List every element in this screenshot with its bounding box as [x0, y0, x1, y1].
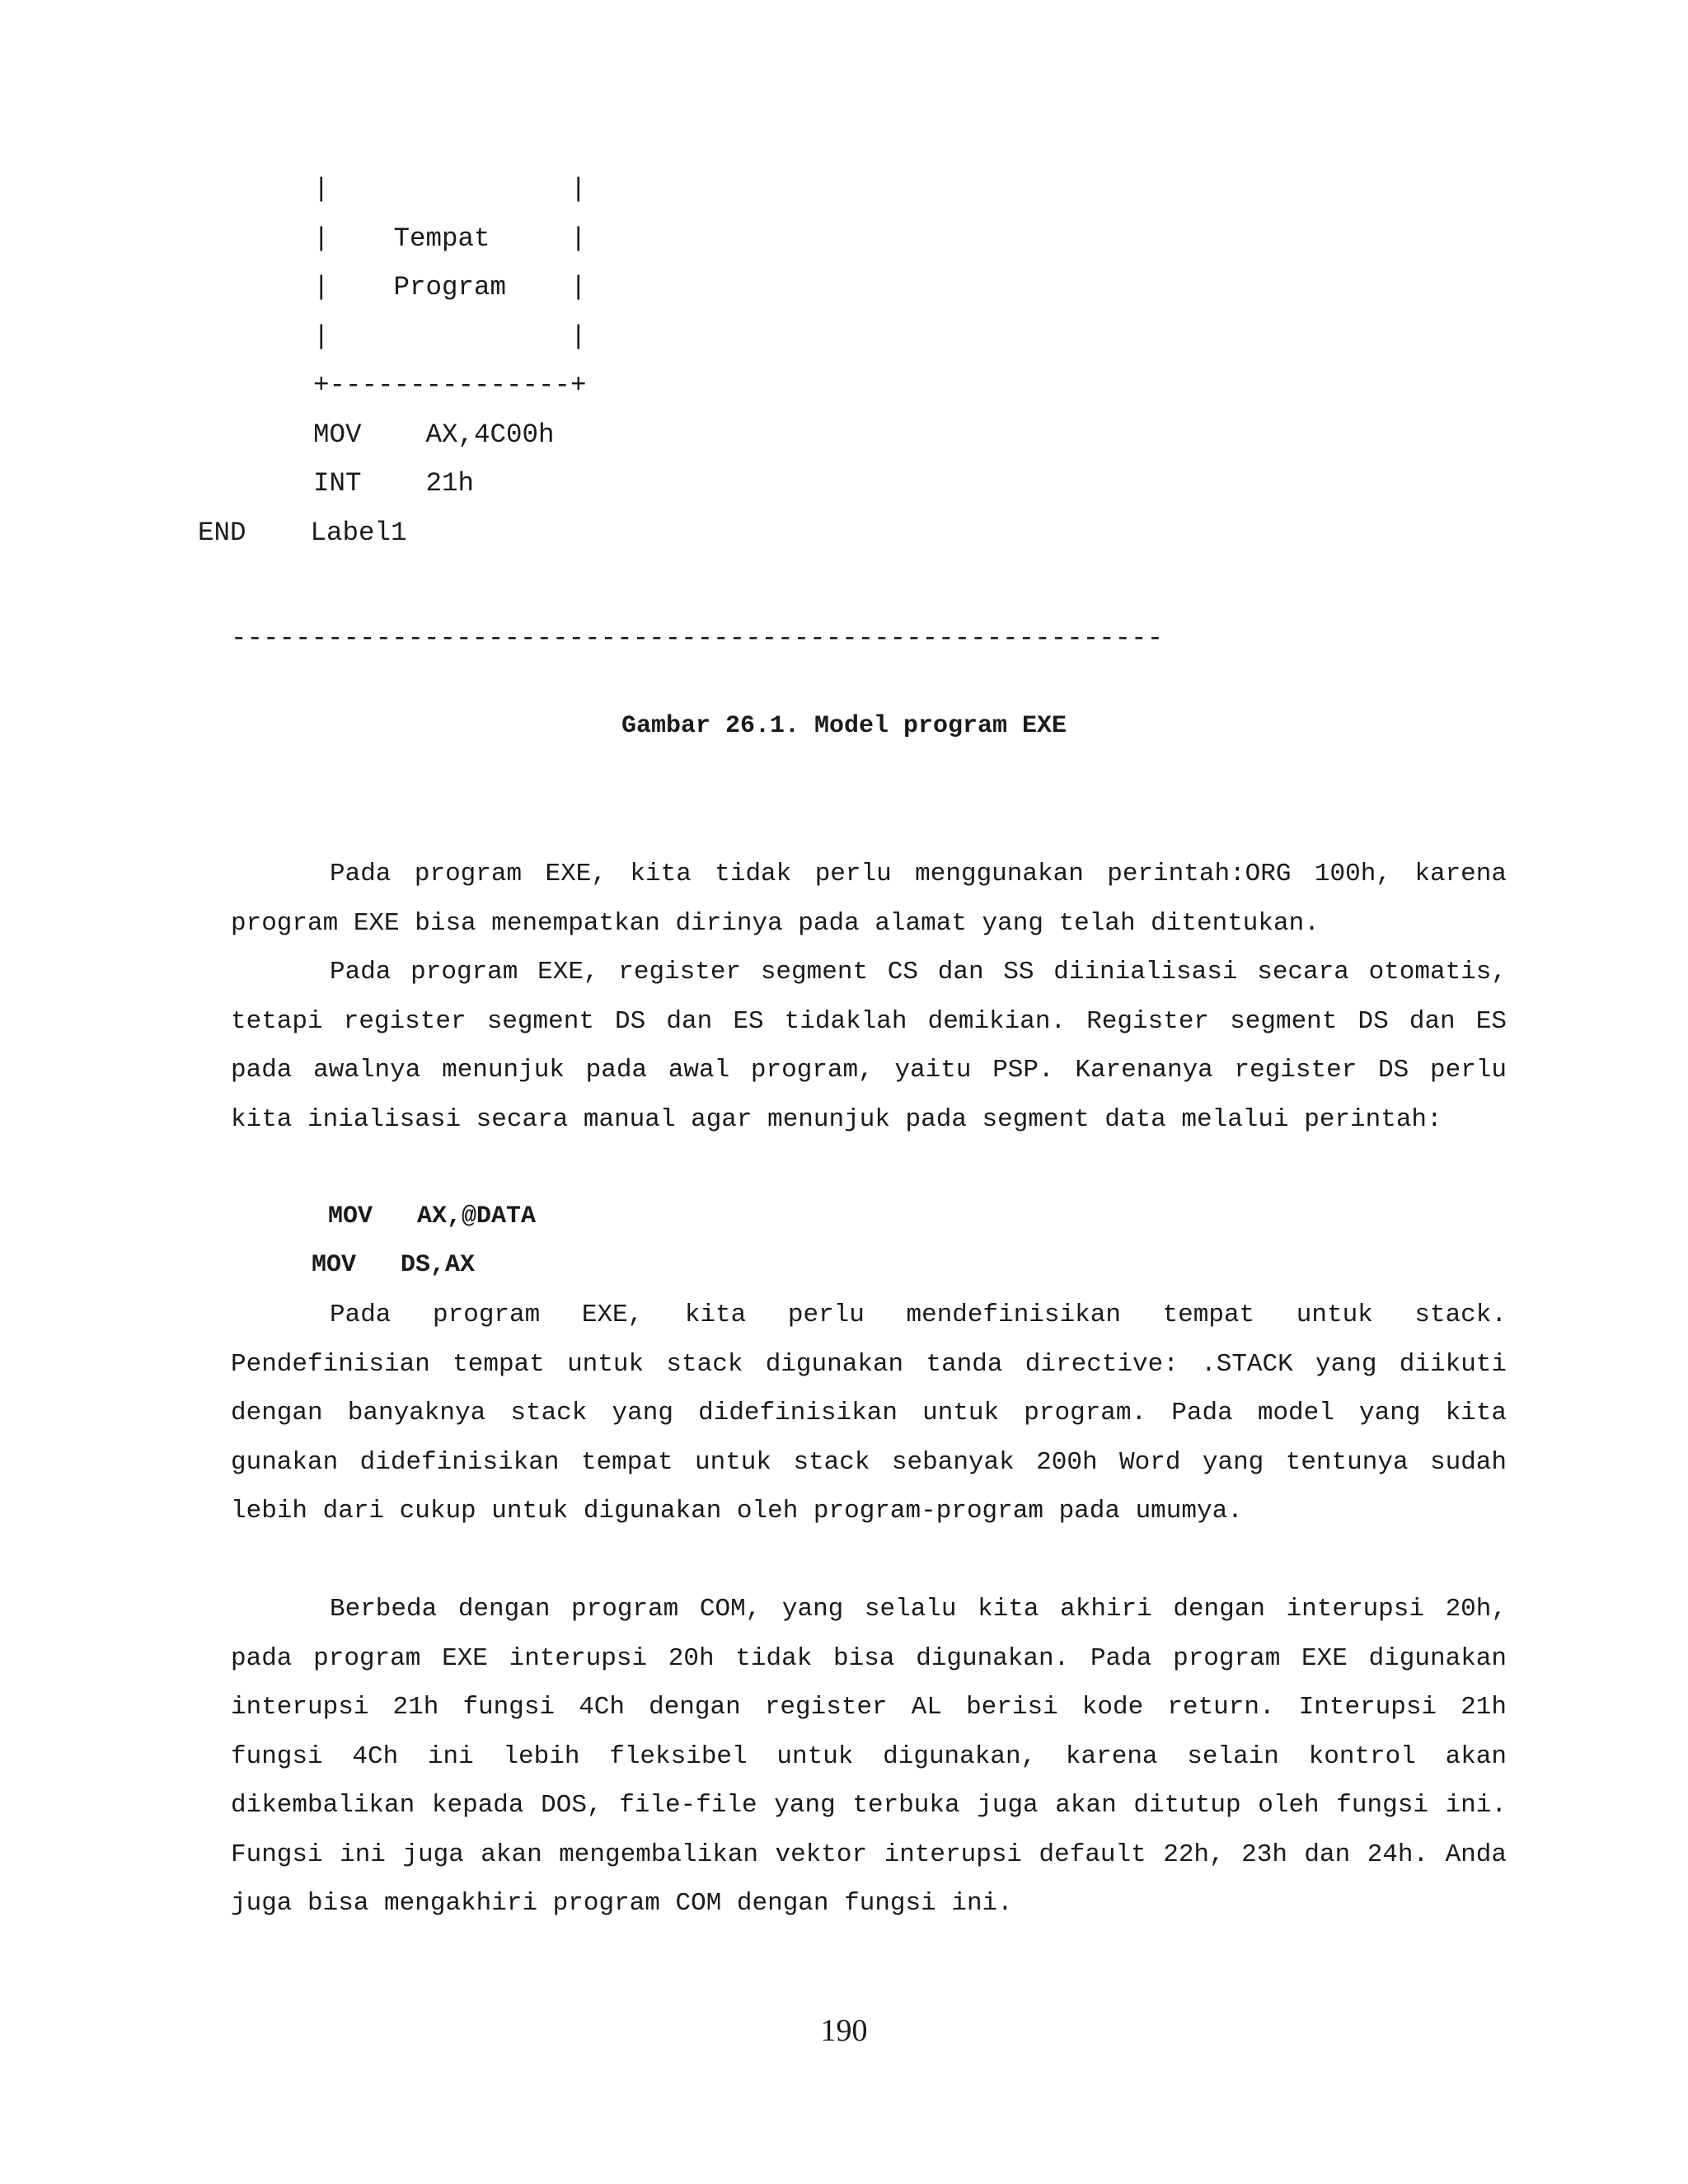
code-line: MOV AX,@DATA: [328, 1202, 537, 1230]
code-line: MOV DS,AX: [312, 1251, 476, 1279]
code-line: | |: [313, 174, 587, 204]
code-figure: [198, 165, 587, 557]
paragraph: Pada program EXE, register segment CS dan SS diinialisasi secara otomatis, tetapi register segment DS dan ES tidaklah demikian. Register segment DS dan ES pada awalnya menunjuk pada awal program, yaitu PSP. Karenanya register DS perlu kita inialisasi secara manual agar menunjuk pada segment data melalui perintah:: [231, 958, 1507, 1134]
code-line: +---------------+: [313, 370, 587, 401]
code-line: | Tempat |: [313, 223, 587, 254]
code-line: | |: [313, 321, 587, 352]
paragraph: Pada program EXE, kita perlu mendefinisikan tempat untuk stack. Pendefinisian tempat untuk stack digunakan tanda directive: .STACK yang diikuti dengan banyaknya stack yang didefinisikan untuk program. Pada model yang kita gunakan didefinisikan tempat untuk stack sebanyak 200h Word yang tentunya sudah lebih dari cukup untuk digunakan oleh program-program pada umumya.: [231, 1301, 1507, 1526]
code-line: | Program |: [313, 272, 587, 302]
code-line: END Label1: [198, 517, 407, 548]
paragraph: Berbeda dengan program COM, yang selalu kita akhiri dengan interupsi 20h, pada program EXE interupsi 20h tidak bisa digunakan. Pada program EXE digunakan interupsi 21h fungsi 4Ch dengan register AL berisi kode return. Interupsi 21h fungsi 4Ch ini lebih fleksibel untuk digunakan, karena selain kontrol akan dikembalikan kepada DOS, file-file yang terbuka juga akan ditutup oleh fungsi ini. Fungsi ini juga akan mengembalikan vektor interupsi default 22h, 23h dan 24h. Anda juga bisa mengakhiri program COM dengan fungsi ini.: [231, 1595, 1507, 1918]
page-number: 190: [820, 2013, 868, 2048]
code-line: MOV AX,4C00h: [313, 419, 555, 450]
code-line: INT 21h: [313, 468, 475, 499]
figure-caption: Gambar 26.1. Model program EXE: [621, 712, 1067, 740]
dashed-divider: ----------------------------------------------------------: [231, 623, 1164, 654]
paragraph: Pada program EXE, kita tidak perlu menggunakan perintah:ORG 100h, karena program EXE bisa menempatkan dirinya pada alamat yang telah ditentukan.: [231, 860, 1507, 938]
